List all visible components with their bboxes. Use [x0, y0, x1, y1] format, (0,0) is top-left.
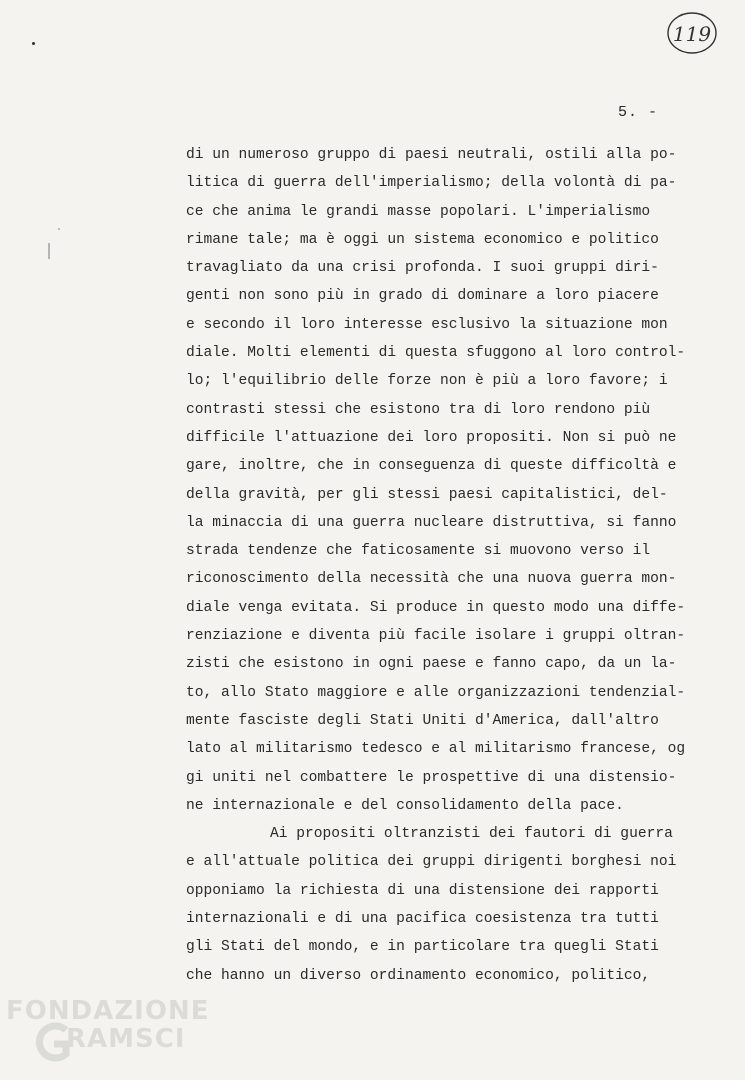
text-line: mente fasciste degli Stati Uniti d'America, dall'altro [186, 712, 659, 729]
text-line: che hanno un diverso ordinamento economico, politico, [186, 967, 651, 984]
text-line: diale venga evitata. Si produce in questo modo una diffe- [186, 599, 686, 616]
fondazione-gramsci-watermark [6, 996, 210, 1072]
text-line: rimane tale; ma è oggi un sistema economico e politico [186, 231, 659, 248]
text-line: gli Stati del mondo, e in particolare tra quegli Stati [186, 939, 659, 956]
text-line: contrasti stessi che esistono tra di loro rendono più [186, 401, 651, 418]
archive-number-text: 119 [672, 22, 712, 46]
archive-number-circle [666, 10, 718, 56]
text-line: diale. Molti elementi di questa sfuggono al loro control- [186, 345, 686, 362]
text-line: gi uniti nel combattere le prospettive di una distensio- [186, 769, 677, 786]
typed-text-body [186, 141, 706, 990]
text-line: e secondo il loro interesse esclusivo la situazione mon [186, 316, 668, 333]
text-line: riconoscimento della necessità che una nuova guerra mon- [186, 571, 677, 588]
text-line: litica di guerra dell'imperialismo; della volontà di pa- [186, 175, 677, 192]
page-number: 5. - [618, 104, 659, 121]
text-line: strada tendenze che faticosamente si muovono verso il [186, 543, 651, 560]
text-line: e all'attuale politica dei gruppi dirigenti borghesi noi [186, 854, 677, 871]
text-line: della gravità, per gli stessi paesi capitalistici, del- [186, 486, 668, 503]
text-line: internazionali e di una pacifica coesistenza tra tutti [186, 911, 659, 928]
binding-mark [48, 243, 50, 259]
stray-mark [58, 228, 60, 230]
text-line: ce che anima le grandi masse popolari. L'imperialismo [186, 203, 651, 220]
archive-number-stamp [666, 10, 718, 56]
text-line: gare, inoltre, che in conseguenza di queste difficoltà e [186, 458, 677, 475]
text-line: la minaccia di una guerra nucleare distruttiva, si fanno [186, 514, 677, 531]
text-line: zisti che esistono in ogni paese e fanno capo, da un la- [186, 656, 677, 673]
text-line: travagliato da una crisi profonda. I suoi gruppi diri- [186, 260, 659, 277]
text-line: opponiamo la richiesta di una distensione dei rapporti [186, 882, 659, 899]
text-line: ne internazionale e del consolidamento della pace. [186, 797, 624, 814]
watermark-line1: FONDAZIONE [6, 996, 210, 1026]
text-line: di un numeroso gruppo di paesi neutrali, ostili alla po- [186, 147, 677, 163]
stray-mark [32, 42, 35, 45]
text-line: difficile l'attuazione dei loro propositi. Non si può ne [186, 429, 677, 446]
text-line: lo; l'equilibrio delle forze non è più a loro favore; i [186, 373, 668, 390]
text-line: lato al militarismo tedesco e al militarismo francese, og [186, 741, 686, 758]
text-line: renziazione e diventa più facile isolare i gruppi oltran- [186, 628, 686, 645]
watermark-line2: RAMSCI [66, 1024, 186, 1054]
text-line-indented: Ai propositi oltranzisti dei fautori di guerra [270, 826, 673, 843]
text-line: genti non sono più in grado di dominare a loro piacere [186, 288, 659, 305]
text-line: to, allo Stato maggiore e alle organizzazioni tendenzial- [186, 684, 686, 701]
